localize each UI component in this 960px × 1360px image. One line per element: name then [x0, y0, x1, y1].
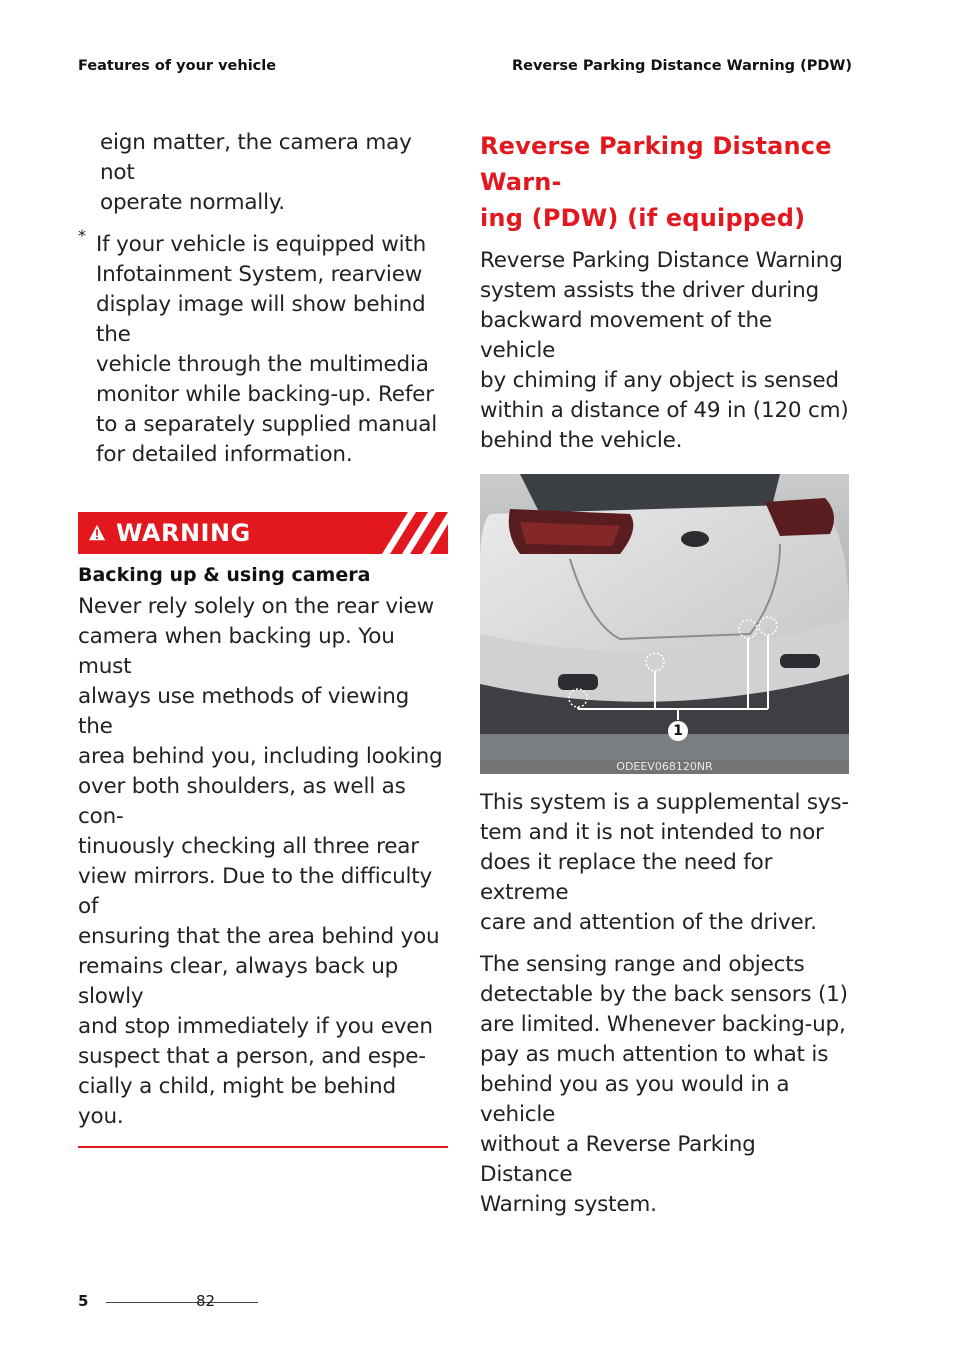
text-line: within a distance of 49 in (120 cm) [480, 398, 849, 423]
text-line: remains clear, always back up slowly [78, 954, 399, 1009]
text-line: without a Reverse Parking Distance [480, 1132, 756, 1187]
text-line: backward movement of the vehicle [480, 308, 772, 363]
sensor-callout-number: 1 [673, 723, 683, 739]
text-line: always use methods of viewing the [78, 684, 410, 739]
text-line: Warning system. [480, 1192, 657, 1217]
warning-stripes-decoration [378, 512, 448, 554]
text-line: behind the vehicle. [480, 428, 683, 453]
text-line: and stop immediately if you even [78, 1014, 433, 1039]
text-line: The sensing range and objects [480, 952, 805, 977]
text-line: detectable by the back sensors (1) [480, 982, 848, 1007]
text-line: monitor while backing-up. Refer [96, 382, 434, 407]
text-line: Reverse Parking Distance Warning [480, 248, 843, 273]
page-header [78, 58, 852, 82]
intro-paragraph [480, 246, 850, 456]
text-line: to a separately supplied manual [96, 412, 437, 437]
warning-triangle-icon [88, 524, 106, 542]
header-topic-title: Reverse Parking Distance Warning (PDW) [511, 58, 852, 74]
title-line: ing (PDW) (if equipped) [480, 204, 806, 232]
figure-code: ODEEV068120NR [480, 760, 849, 774]
text-line: eign matter, the camera may not [100, 130, 412, 185]
supplemental-paragraph [480, 788, 850, 938]
title-line: Reverse Parking Distance Warn- [480, 132, 832, 196]
text-line: area behind you, including looking [78, 744, 443, 769]
text-line: If your vehicle is equipped with [96, 232, 427, 257]
text-line: Infotainment System, rearview [96, 262, 423, 287]
text-line: ensuring that the area behind you [78, 924, 440, 949]
text-line: tem and it is not intended to nor [480, 820, 824, 845]
text-line: system assists the driver during [480, 278, 819, 303]
header-section-title: Features of your vehicle [78, 58, 277, 74]
text-line: display image will show behind the [96, 292, 426, 347]
section-number: 5 [78, 1292, 89, 1310]
text-line: view mirrors. Due to the difficulty of [78, 864, 433, 919]
text-line: pay as much attention to what is [480, 1042, 829, 1067]
section-title [480, 128, 850, 236]
text-line: are limited. Whenever backing-up, [480, 1012, 846, 1037]
text-line: behind you as you would in a vehicle [480, 1072, 790, 1127]
text-line: cially a child, might be behind you. [78, 1074, 396, 1129]
rear-sensor-illustration [480, 474, 849, 774]
text-line: suspect that a person, and espe- [78, 1044, 426, 1069]
continued-paragraph [78, 128, 448, 218]
text-line: vehicle through the multimedia [96, 352, 429, 377]
text-line: operate normally. [100, 190, 285, 215]
text-line: care and attention of the driver. [480, 910, 817, 935]
text-line: camera when backing up. You must [78, 624, 395, 679]
text-line: by chiming if any object is sensed [480, 368, 839, 393]
sensing-range-paragraph [480, 950, 850, 1220]
text-line: tinuously checking all three rear [78, 834, 419, 859]
text-line: does it replace the need for extreme [480, 850, 773, 905]
warning-end-rule [78, 1146, 448, 1148]
text-line: for detailed information. [96, 442, 353, 467]
text-line: over both shoulders, as well as con- [78, 774, 406, 829]
page-number: 82 [196, 1292, 216, 1310]
text-line: Never rely solely on the rear view [78, 594, 435, 619]
left-column [78, 128, 448, 1148]
car-rear-drawing [480, 474, 849, 774]
warning-body [78, 592, 448, 1132]
infotainment-note [78, 226, 448, 470]
warning-subheading: Backing up & using camera [78, 564, 371, 586]
page-footer [78, 1292, 238, 1312]
warning-label: WARNING [116, 519, 251, 547]
note-asterisk: * [78, 226, 86, 245]
warning-banner [78, 512, 448, 554]
footer-rule [106, 1302, 258, 1303]
text-line: This system is a supplemental sys- [480, 790, 849, 815]
right-column [480, 128, 850, 1220]
